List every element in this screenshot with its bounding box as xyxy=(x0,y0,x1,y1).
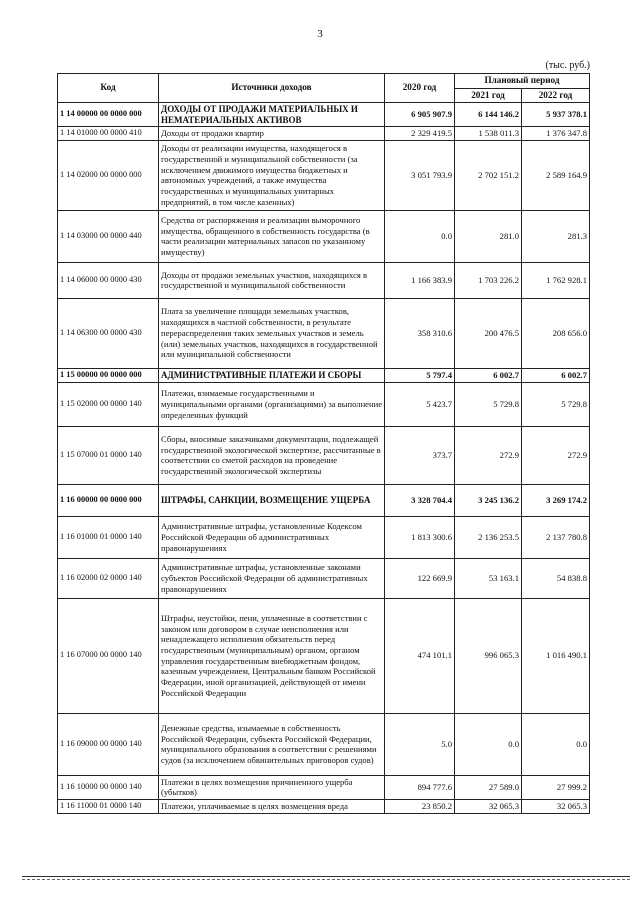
row-value-2020: 5 423.7 xyxy=(385,382,455,426)
row-code: 1 16 01000 01 0000 140 xyxy=(58,516,159,558)
row-source-name: АДМИНИСТРАТИВНЫЕ ПЛАТЕЖИ И СБОРЫ xyxy=(159,368,385,382)
row-value-2022: 1 762 928.1 xyxy=(522,262,590,298)
row-value-2022: 54 838.8 xyxy=(522,558,590,598)
table-row xyxy=(58,598,590,713)
row-code: 1 16 07000 00 0000 140 xyxy=(58,598,159,713)
row-value-2021: 5 729.8 xyxy=(455,382,522,426)
row-code: 1 16 10000 00 0000 140 xyxy=(58,775,159,799)
table-row xyxy=(58,382,590,426)
row-source-name: ДОХОДЫ ОТ ПРОДАЖИ МАТЕРИАЛЬНЫХ И НЕМАТЕРИАЛЬНЫХ АКТИВОВ xyxy=(159,103,385,127)
table-row xyxy=(58,262,590,298)
row-value-2021: 281.0 xyxy=(455,210,522,262)
row-value-2021: 996 065.3 xyxy=(455,598,522,713)
row-source-name: Платежи, уплачиваемые в целях возмещения вреда xyxy=(159,800,385,814)
row-value-2020: 3 328 704.4 xyxy=(385,484,455,516)
row-value-2021: 1 703 226.2 xyxy=(455,262,522,298)
table-row xyxy=(58,775,590,799)
table-row xyxy=(58,713,590,775)
row-value-2021: 0.0 xyxy=(455,713,522,775)
row-source-name: Сборы, вносимые заказчиками документации, подлежащей государственной экологической экспертизе, рассчитанные в соответствии со сметой расходов на проведение государственной экологической экспертизы xyxy=(159,426,385,484)
row-value-2021: 6 002.7 xyxy=(455,368,522,382)
row-value-2021: 200 476.5 xyxy=(455,298,522,368)
header-2020: 2020 год xyxy=(385,74,455,103)
row-value-2021: 6 144 146.2 xyxy=(455,103,522,127)
row-value-2022: 5 937 378.1 xyxy=(522,103,590,127)
row-source-name: Административные штрафы, установленные законами субъектов Российской Федерации об административных правонарушениях xyxy=(159,558,385,598)
table-row xyxy=(58,426,590,484)
row-value-2021: 272.9 xyxy=(455,426,522,484)
row-code: 1 14 00000 00 0000 000 xyxy=(58,103,159,127)
row-value-2020: 1 166 383.9 xyxy=(385,262,455,298)
row-code: 1 15 07000 01 0000 140 xyxy=(58,426,159,484)
row-source-name: Платежи, взимаемые государственными и муниципальными органами (организациями) за выполнение определенных функций xyxy=(159,382,385,426)
row-code: 1 14 06000 00 0000 430 xyxy=(58,262,159,298)
row-value-2020: 0.0 xyxy=(385,210,455,262)
header-row xyxy=(58,74,590,89)
row-value-2020: 358 310.6 xyxy=(385,298,455,368)
table-row xyxy=(58,127,590,141)
row-code: 1 14 03000 00 0000 440 xyxy=(58,210,159,262)
table-row xyxy=(58,298,590,368)
table-row xyxy=(58,210,590,262)
table-row xyxy=(58,558,590,598)
table-row xyxy=(58,103,590,127)
row-value-2020: 1 813 300.6 xyxy=(385,516,455,558)
row-code: 1 14 01000 00 0000 410 xyxy=(58,127,159,141)
page-number: 3 xyxy=(317,28,323,40)
row-value-2021: 1 538 011.3 xyxy=(455,127,522,141)
row-value-2020: 23 850.2 xyxy=(385,800,455,814)
row-source-name: Доходы от продажи квартир xyxy=(159,127,385,141)
row-value-2021: 32 065.3 xyxy=(455,800,522,814)
header-2022: 2022 год xyxy=(522,88,590,103)
row-value-2020: 894 777.6 xyxy=(385,775,455,799)
row-value-2020: 6 905 907.9 xyxy=(385,103,455,127)
table-row xyxy=(58,140,590,210)
header-planned-period: Плановый период xyxy=(455,74,590,89)
row-code: 1 16 11000 01 0000 140 xyxy=(58,800,159,814)
row-value-2021: 53 163.1 xyxy=(455,558,522,598)
row-value-2022: 32 065.3 xyxy=(522,800,590,814)
row-value-2020: 373.7 xyxy=(385,426,455,484)
row-code: 1 15 02000 00 0000 140 xyxy=(58,382,159,426)
row-value-2020: 122 669.9 xyxy=(385,558,455,598)
row-source-name: ШТРАФЫ, САНКЦИИ, ВОЗМЕЩЕНИЕ УЩЕРБА xyxy=(159,484,385,516)
footer-rule-dashed xyxy=(22,879,630,880)
row-source-name: Доходы от продажи земельных участков, находящихся в государственной и муниципальной собственности xyxy=(159,262,385,298)
row-value-2022: 281.3 xyxy=(522,210,590,262)
table-row xyxy=(58,516,590,558)
row-source-name: Денежные средства, изымаемые в собственность Российской Федерации, субъекта Российской Федерации, муниципального образования в соответствии с решениями судов (за исключением обвинительных приговоров судов) xyxy=(159,713,385,775)
row-value-2020: 5 797.4 xyxy=(385,368,455,382)
row-value-2022: 2 589 164.9 xyxy=(522,140,590,210)
row-code: 1 14 06300 00 0000 430 xyxy=(58,298,159,368)
row-code: 1 15 00000 00 0000 000 xyxy=(58,368,159,382)
footer-rule xyxy=(22,876,630,877)
row-code: 1 16 02000 02 0000 140 xyxy=(58,558,159,598)
header-source: Источники доходов xyxy=(159,74,385,103)
row-value-2022: 27 999.2 xyxy=(522,775,590,799)
row-source-name: Плата за увеличение площади земельных участков, находящихся в частной собственности, в результате перераспределения таких земельных участков и земель (или) земельных участков, находящихся в государственной или муниципальной собственности xyxy=(159,298,385,368)
row-code: 1 14 02000 00 0000 000 xyxy=(58,140,159,210)
revenue-table xyxy=(57,73,590,814)
row-value-2022: 272.9 xyxy=(522,426,590,484)
row-code: 1 16 00000 00 0000 000 xyxy=(58,484,159,516)
header-2021: 2021 год xyxy=(455,88,522,103)
row-source-name: Доходы от реализации имущества, находящегося в государственной и муниципальной собственности (за исключением движимого имущества бюджетных и автономных учреждений, а также имущества государственных и муниципальных унитарных предприятий, в том числе казенных) xyxy=(159,140,385,210)
row-source-name: Штрафы, неустойки, пени, уплаченные в соответствии с законом или договором в случае неисполнения или ненадлежащего исполнения обязательств перед государственным (муниципальным) органом, органом управления государственным внебюджетным фондом, казенным учреждением, Центральным банком Российской Федерации, иной организацией, действующей от имени Российской Федерации xyxy=(159,598,385,713)
row-value-2022: 6 002.7 xyxy=(522,368,590,382)
row-value-2021: 2 136 253.5 xyxy=(455,516,522,558)
row-value-2020: 2 329 419.5 xyxy=(385,127,455,141)
row-value-2022: 2 137 780.8 xyxy=(522,516,590,558)
table-row xyxy=(58,368,590,382)
row-value-2020: 474 101.1 xyxy=(385,598,455,713)
row-code: 1 16 09000 00 0000 140 xyxy=(58,713,159,775)
row-value-2022: 5 729.8 xyxy=(522,382,590,426)
table-row xyxy=(58,800,590,814)
row-source-name: Средства от распоряжения и реализации выморочного имущества, обращенного в собственность государства (в части реализации материальных запасов по указанному имуществу) xyxy=(159,210,385,262)
row-value-2022: 3 269 174.2 xyxy=(522,484,590,516)
row-value-2022: 1 376 347.8 xyxy=(522,127,590,141)
row-value-2022: 0.0 xyxy=(522,713,590,775)
row-source-name: Платежи в целях возмещения причиненного ущерба (убытков) xyxy=(159,775,385,799)
units-label: (тыс. руб.) xyxy=(545,60,590,71)
row-value-2022: 1 016 490.1 xyxy=(522,598,590,713)
table-row xyxy=(58,484,590,516)
row-value-2021: 2 702 151.2 xyxy=(455,140,522,210)
row-value-2022: 208 656.0 xyxy=(522,298,590,368)
header-code: Код xyxy=(58,74,159,103)
row-source-name: Административные штрафы, установленные Кодексом Российской Федерации об административных правонарушениях xyxy=(159,516,385,558)
row-value-2020: 3 051 793.9 xyxy=(385,140,455,210)
row-value-2021: 3 245 136.2 xyxy=(455,484,522,516)
row-value-2020: 5.0 xyxy=(385,713,455,775)
row-value-2021: 27 589.0 xyxy=(455,775,522,799)
